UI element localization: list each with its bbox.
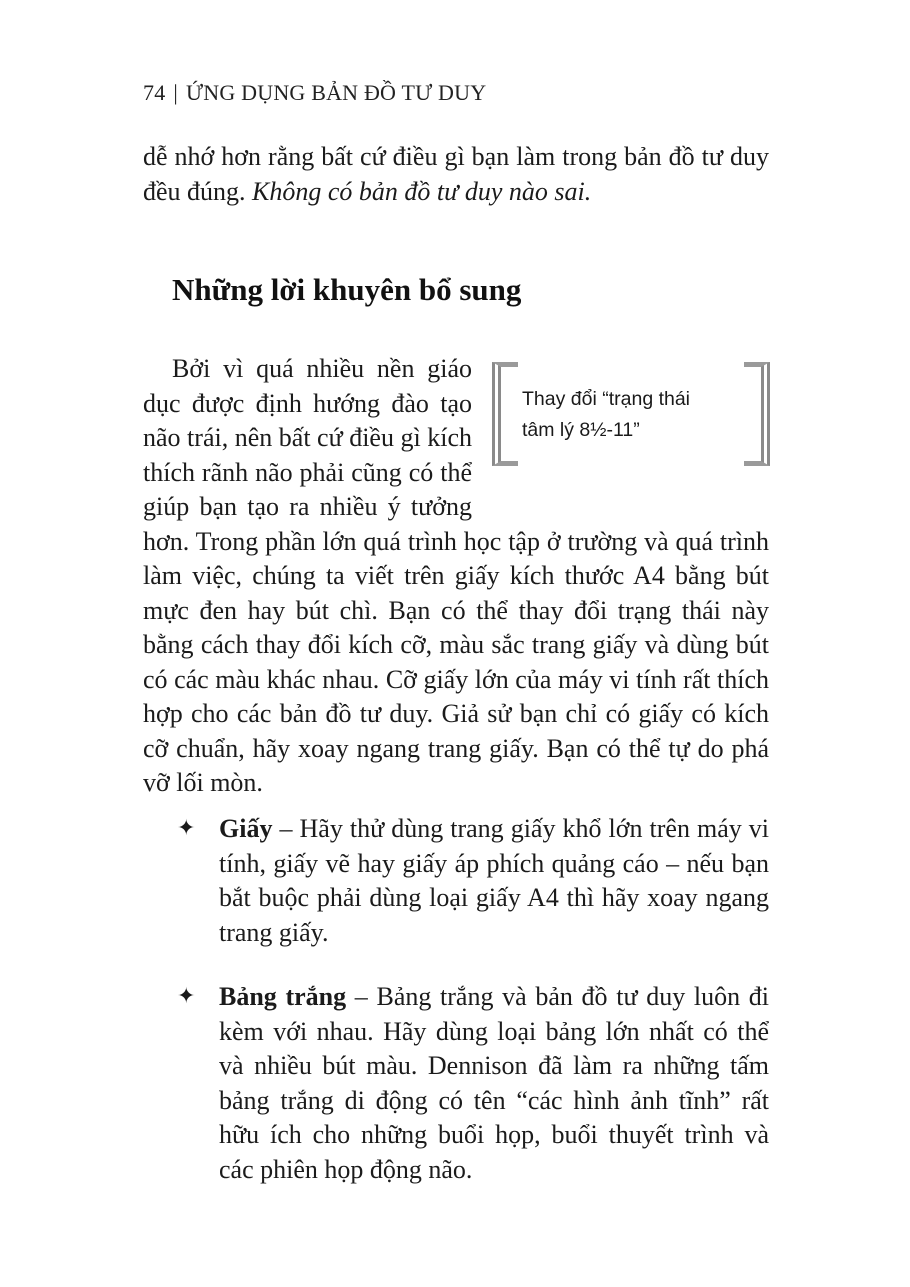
book-title: ỨNG DỤNG BẢN ĐỒ TƯ DUY: [186, 80, 487, 105]
section-heading: Những lời khuyên bổ sung: [172, 272, 522, 307]
intro-paragraph: [143, 140, 769, 209]
list-item: [143, 812, 769, 950]
running-head: [143, 80, 486, 106]
page-number: 74: [143, 80, 166, 105]
callout-text: [522, 384, 740, 446]
callout-right-bracket: [744, 362, 770, 466]
callout-line1-rest: đổi “trạng thái: [570, 388, 691, 410]
callout-left-bracket: [492, 362, 518, 466]
callout-line2: tâm lý 8½-11”: [522, 419, 640, 441]
callout-line1-prefix: Thay: [522, 388, 571, 410]
list-item-term: Bảng trắng: [219, 982, 347, 1011]
intro-text: dễ nhớ hơn rằng bất cứ điều gì bạn làm trong bản đồ tư duy đều đúng.: [143, 142, 769, 206]
main-paragraph: Bởi vì quá nhiều nền giáo dục được định hướng đào tạo não trái, nên bất cứ điều gì kích thích rãnh não phải cũng có thể giúp bạn tạo ra nhiều ý tưởng hơn. Trong phần lớn quá trình học tập ở trường và quá trình làm việc, chúng ta viết trên giấy kích thước A4 bằng bút mực đen hay bút chì. Bạn có thể thay đổi trạng thái này bằng cách thay đổi kích cỡ, màu sắc trang giấy và dùng bút có các màu khác nhau. Cỡ giấy lớn của máy vi tính rất thích hợp cho các bản đồ tư duy. Giả sử bạn chỉ có giấy có kích cỡ chuẩn, hãy xoay ngang trang giấy. Bạn có thể tự do phá vỡ lối mòn.: [143, 354, 769, 797]
intro-emphasis: Không có bản đồ tư duy nào sai.: [252, 176, 592, 206]
star-bullet-icon: ✦: [177, 816, 196, 841]
list-item-term: Giấy: [219, 814, 273, 843]
main-paragraph-block: [143, 352, 769, 801]
tips-list: [143, 812, 769, 1217]
list-item-text: – Bảng trắng và bản đồ tư duy luôn đi kèm với nhau. Hãy dùng loại bảng lớn nhất có thể và nhiều bút màu. Dennison đã làm ra những tấm bảng trắng di động có tên “các hình ảnh tĩnh” rất hữu ích cho những buổi họp, buổi thuyết trình và các phiên họp động não.: [219, 982, 769, 1184]
callout-box: [492, 362, 770, 480]
running-head-separator: |: [173, 80, 179, 105]
list-item: [143, 980, 769, 1187]
star-bullet-icon: ✦: [177, 984, 196, 1009]
list-item-text: – Hãy thử dùng trang giấy khổ lớn trên máy vi tính, giấy vẽ hay giấy áp phích quảng cáo – nếu bạn bắt buộc phải dùng loại giấy A4 thì hãy xoay ngang trang giấy.: [219, 814, 769, 947]
